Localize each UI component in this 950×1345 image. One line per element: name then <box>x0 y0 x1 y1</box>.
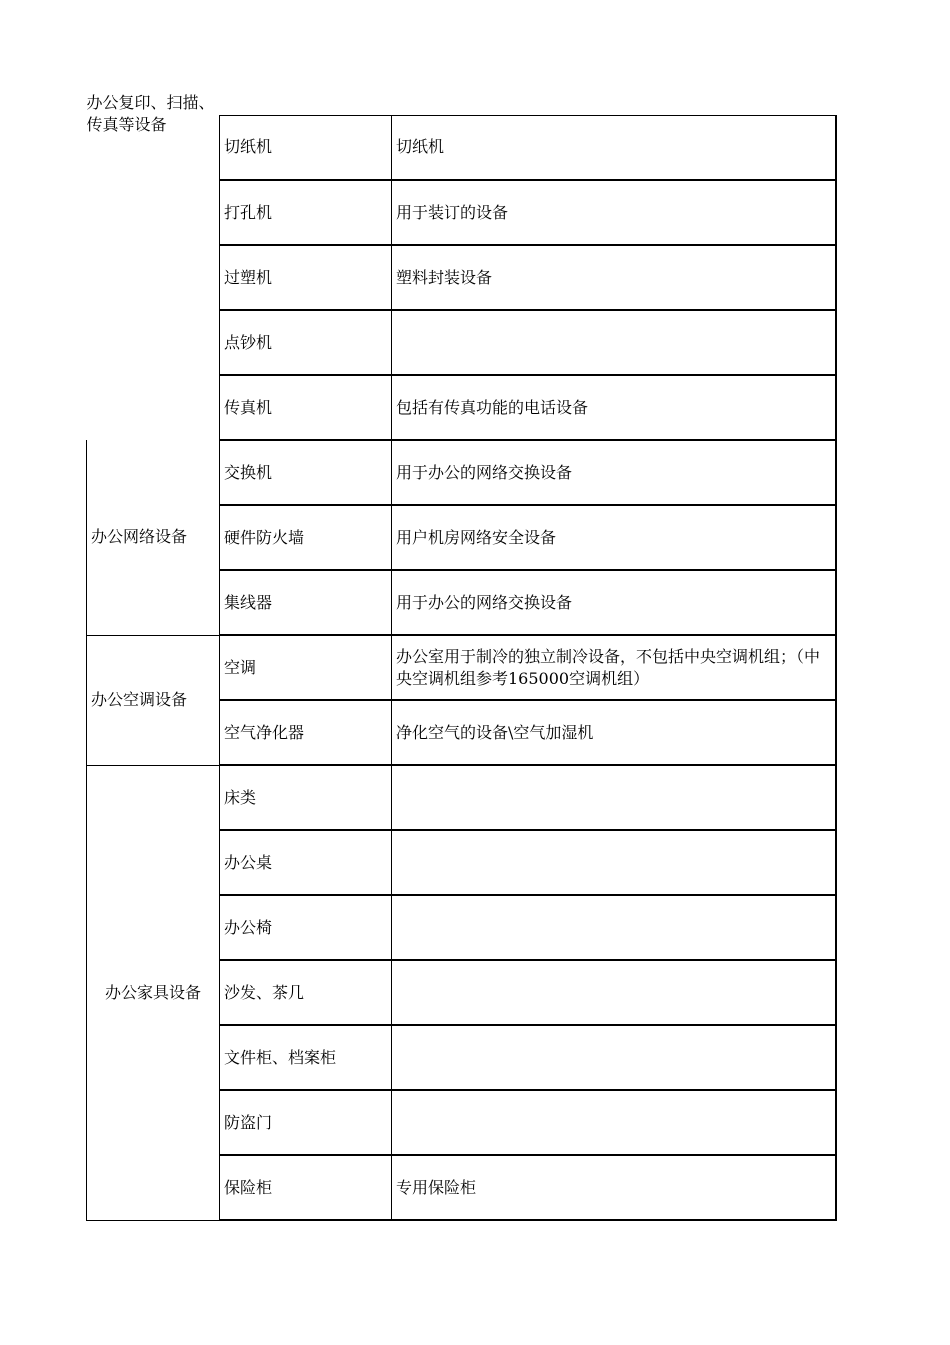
item-cell: 办公桌 <box>220 830 392 895</box>
category-cell <box>87 440 220 635</box>
description-cell <box>392 1025 836 1090</box>
description-cell: 专用保险柜 <box>392 1155 836 1220</box>
description-cell: 塑料封装设备 <box>392 245 836 310</box>
category-label: 办公家具设备 <box>104 982 201 1002</box>
description-cell <box>392 960 836 1025</box>
item-cell: 集线器 <box>220 570 392 635</box>
item-cell: 空气净化器 <box>220 700 392 765</box>
description-cell <box>392 895 836 960</box>
item-cell: 硬件防火墙 <box>220 505 392 570</box>
item-cell: 文件柜、档案柜 <box>220 1025 392 1090</box>
description-cell <box>392 310 836 375</box>
item-cell: 空调 <box>220 635 392 700</box>
description-cell: 用于办公的网络交换设备 <box>392 440 836 505</box>
category-cell <box>87 635 220 765</box>
table-row <box>87 635 836 700</box>
category-label: 办公复印、扫描、传真等设备 <box>86 93 215 134</box>
description-cell <box>392 765 836 830</box>
item-cell: 办公椅 <box>220 895 392 960</box>
description-cell: 包括有传真功能的电话设备 <box>392 375 836 440</box>
table-row <box>87 440 836 505</box>
category-cell <box>87 765 220 1220</box>
description-cell: 办公室用于制冷的独立制冷设备，不包括中央空调机组；（中央空调机组参考165000空调机组） <box>392 635 836 700</box>
header-spacer-row <box>87 92 836 115</box>
description-cell: 用于办公的网络交换设备 <box>392 570 836 635</box>
item-cell: 过塑机 <box>220 245 392 310</box>
item-cell: 打孔机 <box>220 180 392 245</box>
description-cell: 用户机房网络安全设备 <box>392 505 836 570</box>
item-cell: 交换机 <box>220 440 392 505</box>
item-cell: 防盗门 <box>220 1090 392 1155</box>
spacer-cell <box>220 92 836 115</box>
table-row <box>87 765 836 830</box>
item-cell: 保险柜 <box>220 1155 392 1220</box>
item-cell: 床类 <box>220 765 392 830</box>
equipment-table <box>86 92 837 1221</box>
category-cell <box>87 92 220 440</box>
item-cell: 沙发、茶几 <box>220 960 392 1025</box>
description-cell <box>392 1090 836 1155</box>
description-cell <box>392 830 836 895</box>
item-cell: 切纸机 <box>220 115 392 180</box>
category-label: 办公网络设备 <box>91 527 188 547</box>
item-cell: 点钞机 <box>220 310 392 375</box>
item-cell: 传真机 <box>220 375 392 440</box>
description-cell: 切纸机 <box>392 115 836 180</box>
category-label: 办公空调设备 <box>91 690 188 709</box>
equipment-table-container <box>86 92 835 1221</box>
description-cell: 用于装订的设备 <box>392 180 836 245</box>
description-cell: 净化空气的设备\空气加湿机 <box>392 700 836 765</box>
